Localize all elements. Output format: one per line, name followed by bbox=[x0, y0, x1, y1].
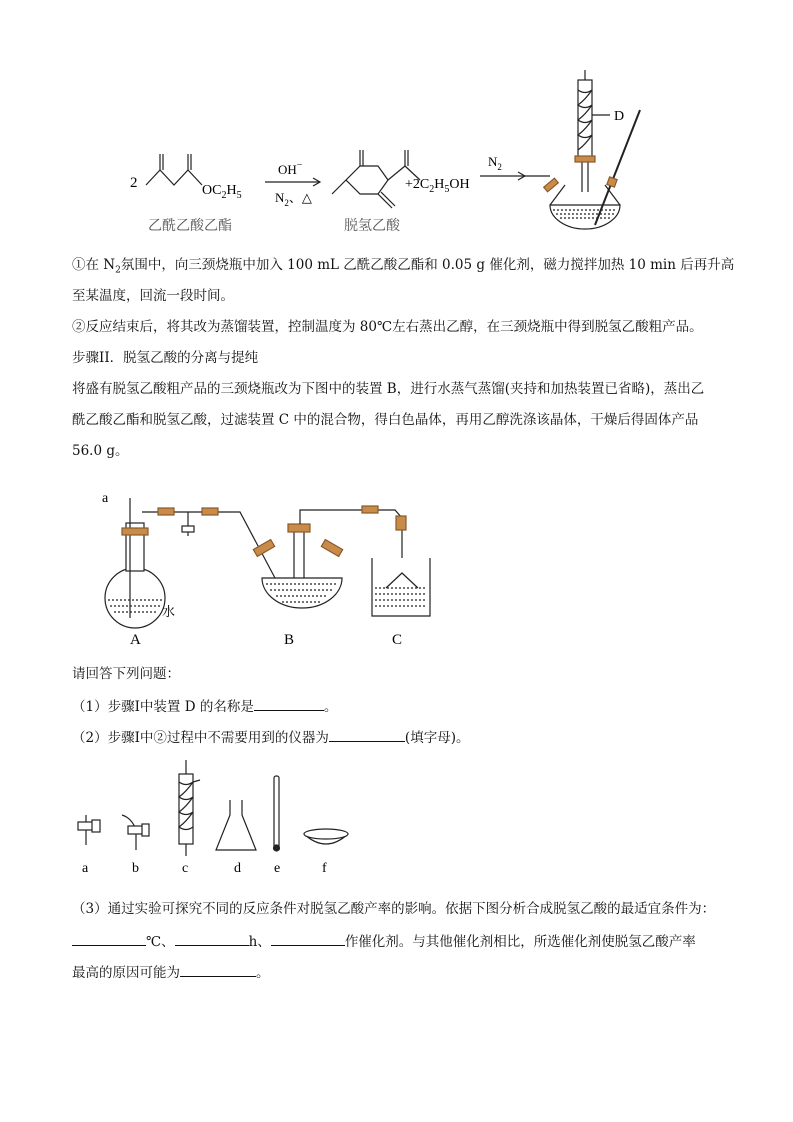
condition-top: OH− bbox=[278, 160, 303, 177]
question-3-line2: ℃、 h、 作催化剂。与其他催化剂相比，所选催化剂使脱氢乙酸产率 bbox=[72, 931, 696, 951]
reactant-skeleton bbox=[146, 170, 202, 185]
answer-blank-q3-reason[interactable] bbox=[180, 962, 256, 977]
label-a: a bbox=[102, 491, 109, 506]
answer-blank-q1[interactable] bbox=[254, 696, 324, 711]
instrument-b bbox=[122, 815, 149, 850]
product-acetyl bbox=[388, 166, 405, 180]
instrument-label-e: e bbox=[274, 861, 281, 876]
flask-body bbox=[550, 205, 620, 229]
instruments-figure bbox=[70, 760, 370, 880]
instrument-label-f: f bbox=[322, 861, 327, 876]
instrument-c bbox=[179, 760, 200, 856]
questions-intro: 请回答下列问题： bbox=[72, 666, 180, 682]
label-C: C bbox=[392, 632, 403, 648]
separation-line1: 将盛有脱氢乙酸粗产品的三颈烧瓶改为下图中的装置 B，进行水蒸气蒸馏(夹持和加热装置已省略)，蒸出乙 bbox=[72, 381, 705, 397]
product-name: 脱氢乙酸 bbox=[344, 219, 400, 234]
instrument-e bbox=[274, 776, 280, 851]
product-ring bbox=[346, 166, 388, 194]
reactant-group-text: $OC_2H_5$ bbox=[202, 183, 242, 201]
instrument-f bbox=[304, 829, 348, 844]
question-3-line1: （3）通过实验可探究不同的反应条件对脱氢乙酸产率的影响。依据下图分析合成脱氢乙酸的最适宜条件为： bbox=[72, 901, 716, 917]
question-2: （2）步骤I中②过程中不需要用到的仪器为 (填字母)。 bbox=[72, 727, 469, 747]
instrument-label-b: b bbox=[132, 861, 139, 876]
answer-blank-q3-temp[interactable] bbox=[72, 931, 146, 946]
reactant-name: 乙酰乙酸乙酯 bbox=[148, 219, 232, 234]
instrument-d bbox=[216, 800, 256, 850]
label-B: B bbox=[284, 632, 295, 648]
instruments-svg bbox=[70, 760, 370, 880]
apparatus-gas-label: $N_2$ bbox=[488, 154, 502, 172]
apparatus-svg bbox=[90, 488, 450, 648]
reaction-svg bbox=[120, 70, 740, 250]
condenser-label: D bbox=[614, 109, 625, 124]
instrument-label-d: d bbox=[234, 861, 241, 876]
separation-line3: 56.0 g。 bbox=[72, 443, 129, 459]
step1-line1: ①在 $N_2$氛围中，向三颈烧瓶中加入 100 mL 乙酰乙酸乙酯和 0.05 g 催化剂，磁力搅拌加热 10 min 后再升高 bbox=[72, 257, 735, 276]
beaker-C bbox=[372, 558, 430, 616]
reaction-scheme bbox=[120, 70, 740, 250]
instrument-label-a: a bbox=[82, 861, 89, 876]
apparatus-figure bbox=[90, 488, 450, 648]
answer-blank-q3-catalyst[interactable] bbox=[271, 931, 345, 946]
flask-A bbox=[105, 568, 165, 628]
section-title: 步骤II．脱氢乙酸的分离与提纯 bbox=[72, 350, 259, 366]
answer-blank-q2[interactable] bbox=[329, 727, 405, 742]
question-1: （1）步骤I中装置 D 的名称是 。 bbox=[72, 696, 337, 716]
answer-blank-q3-time[interactable] bbox=[175, 931, 249, 946]
label-A: A bbox=[130, 632, 141, 648]
flask-B bbox=[262, 578, 342, 608]
instrument-label-c: c bbox=[182, 861, 189, 876]
question-3-line3: 最高的原因可能为 。 bbox=[72, 962, 270, 982]
instrument-a bbox=[78, 815, 100, 845]
label-water: 水 bbox=[162, 604, 176, 619]
condition-bottom: $N_2$、△ bbox=[275, 190, 312, 208]
step1-line2: 至某温度，回流一段时间。 bbox=[72, 288, 234, 304]
reaction-coefficient: 2 bbox=[130, 175, 138, 191]
byproduct-text: $+2C_2H_5OH$ bbox=[405, 177, 470, 195]
separation-line2: 酰乙酸乙酯和脱氢乙酸，过滤装置 C 中的混合物，得白色晶体，再用乙醇洗涤该晶体，干燥后得固体产品 bbox=[72, 412, 699, 428]
step2-line: ②反应结束后，将其改为蒸馏装置，控制温度为 80℃左右蒸出乙醇，在三颈烧瓶中得到脱氢乙酸粗产品。 bbox=[72, 319, 703, 335]
